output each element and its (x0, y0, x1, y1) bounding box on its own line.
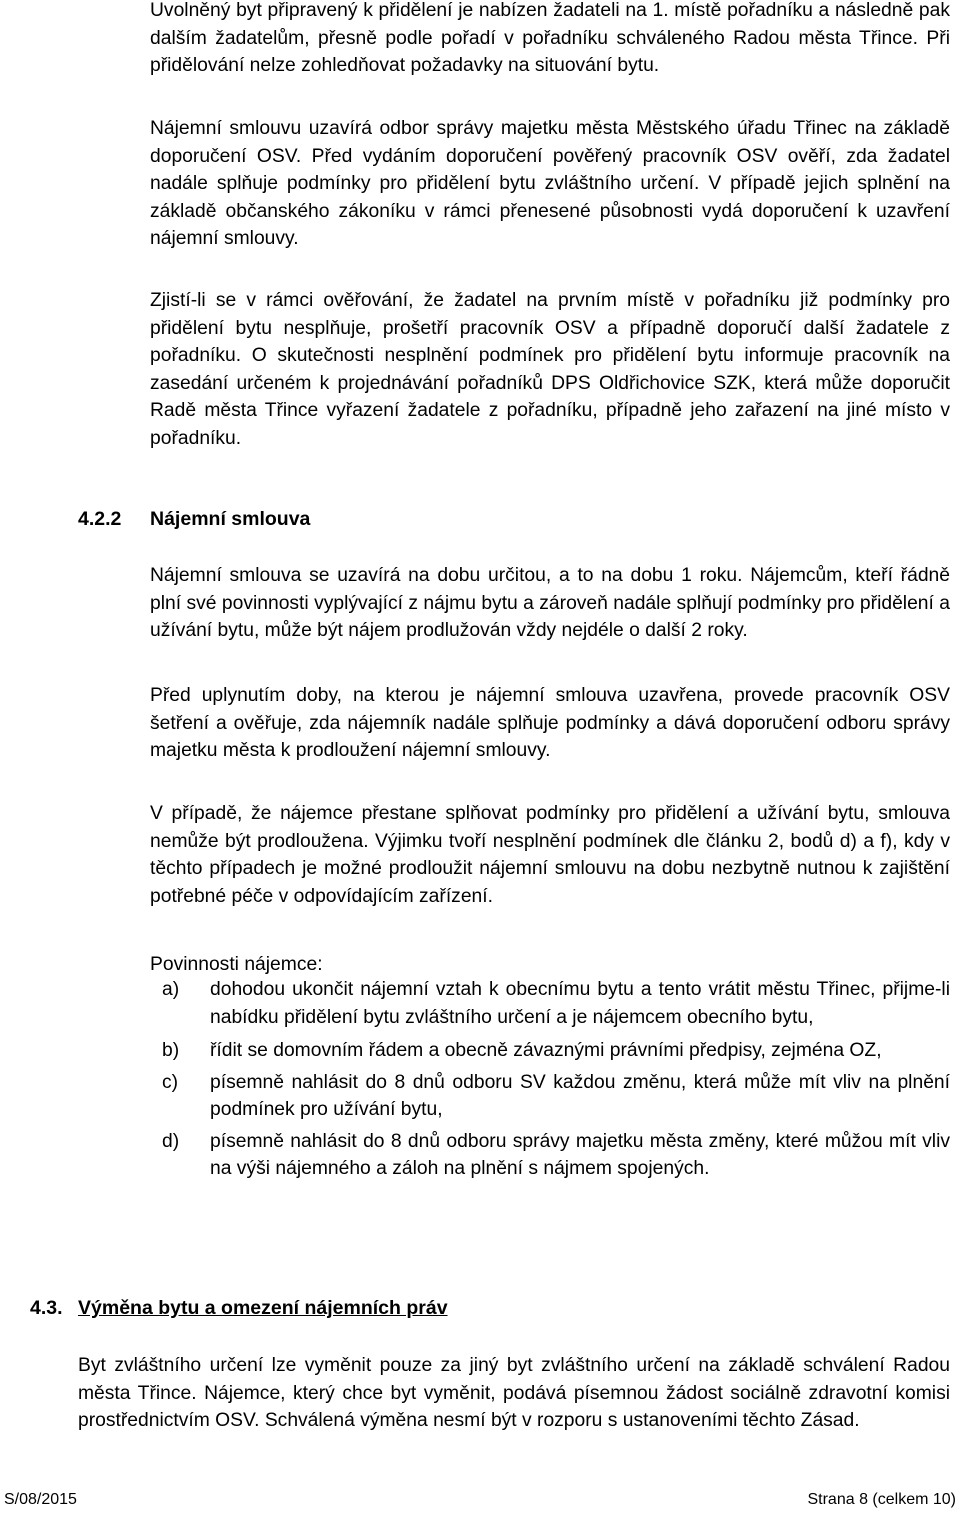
section-heading-lease-contract (78, 506, 310, 533)
list-item (150, 1128, 950, 1183)
paragraph-allocation-order: Uvolněný byt připravený k přidělení je nabízen žadateli na 1. místě pořadníku a následně pak dalším žadatelům, přesně podle pořadí v pořadníku schváleného Radou města Třince. Při přidělování nelze zohledňovat požadavky na situování bytu. (150, 0, 950, 76)
paragraph-lease-non-extension: V případě, že nájemce přestane splňovat podmínky pro přidělení a užívání bytu, smlouva nemůže být prodloužena. Výjimku tvoří nesplnění podmínek dle článku 2, bodů d) a f), kdy v těchto případech je možné prodloužit nájemní smlouvu na dobu nezbytně nutnou k zajištění potřebné péče v odpovídajícím zařízení. (150, 803, 950, 907)
section-number: 4.2.2 (78, 508, 122, 530)
list-marker: b) (162, 1040, 180, 1061)
list-item (150, 1037, 950, 1065)
list-item (150, 1069, 950, 1124)
list-item-text: písemně nahlásit do 8 dnů odboru správy majetku města změny, které můžou mít vliv na výši nájemného a záloh na plnění s nájmem spojených. (210, 1130, 950, 1179)
list-item-text: písemně nahlásit do 8 dnů odboru SV každou změnu, která může mít vliv na plnění podmínek pro užívání bytu, (210, 1071, 950, 1120)
obligations-list (150, 976, 950, 1183)
footer-page-number: Strana 8 (celkem 10) (807, 1491, 956, 1508)
section-title: Nájemní smlouva (150, 508, 311, 530)
list-marker: c) (162, 1071, 179, 1093)
list-item-text: dohodou ukončit nájemní vztah k obecnímu bytu a tento vrátit městu Třinec, přijme-li nabídku přidělení bytu zvláštního určení a je nájemcem obecního bytu, (210, 979, 950, 1028)
section-heading-exchange (30, 1295, 448, 1322)
list-marker: d) (162, 1130, 180, 1152)
list-item-text: řídit se domovním řádem a obecně závaznými právními předpisy, zejména OZ, (210, 1040, 882, 1061)
paragraph-lease-term: Nájemní smlouva se uzavírá na dobu určitou, a to na dobu 1 roku. Nájemcům, kteří řádně plní své povinnosti vyplývající z nájmu bytu a zároveň nadále splňují podmínky pro přidělení a užívání bytu, může být nájem prodlužován vždy nejdéle o další 2 roky. (150, 565, 950, 641)
list-marker: a) (162, 979, 180, 1000)
obligations-intro: Povinnosti nájemce: (150, 954, 323, 975)
paragraph-exchange: Byt zvláštního určení lze vyměnit pouze za jiný byt zvláštního určení na základě schválení Radou města Třince. Nájemce, který chce byt vyměnit, podává písemnou žádost sociálně zdravotní komisi prostřednictvím OSV. Schválená výměna nesmí být v rozporu s ustanoveními těchto Zásad. (78, 1355, 950, 1431)
footer-document-code: S/08/2015 (4, 1491, 77, 1508)
section-number: 4.3. (30, 1297, 63, 1319)
section-title: Výměna bytu a omezení nájemních práv (78, 1297, 448, 1319)
paragraph-lease-review: Před uplynutím doby, na kterou je nájemní smlouva uzavřena, provede pracovník OSV šetření a ověřuje, zda nájemník nadále splňuje podmínky a dává doporučení odboru správy majetku města k prodloužení nájemní smlouvy. (150, 685, 950, 761)
list-item (150, 976, 950, 1031)
paragraph-lease-conclusion: Nájemní smlouvu uzavírá odbor správy majetku města Městského úřadu Třinec na základě doporučení OSV. Před vydáním doporučení pověřený pracovník OSV ověří, zda žadatel nadále splňuje podmínky pro přidělení bytu zvláštního určení. V případě jejich splnění na základě občanského zákoníku v rámci přenesené působnosti vydá doporučení k uzavření nájemní smlouvy. (150, 118, 950, 249)
paragraph-verification: Zjistí-li se v rámci ověřování, že žadatel na prvním místě v pořadníku již podmínky pro přidělení bytu nesplňuje, prošetří pracovník OSV a případně doporučí další žadatele z pořadníku. O skutečnosti nesplnění podmínek pro přidělení bytu informuje pracovník na zasedání určeném k projednávání pořadníků DPS Oldřichovice SZK, která může doporučit Radě města Třince vyřazení žadatele z pořadníku, případně jeho zařazení na jiné místo v pořadníku. (150, 290, 950, 449)
